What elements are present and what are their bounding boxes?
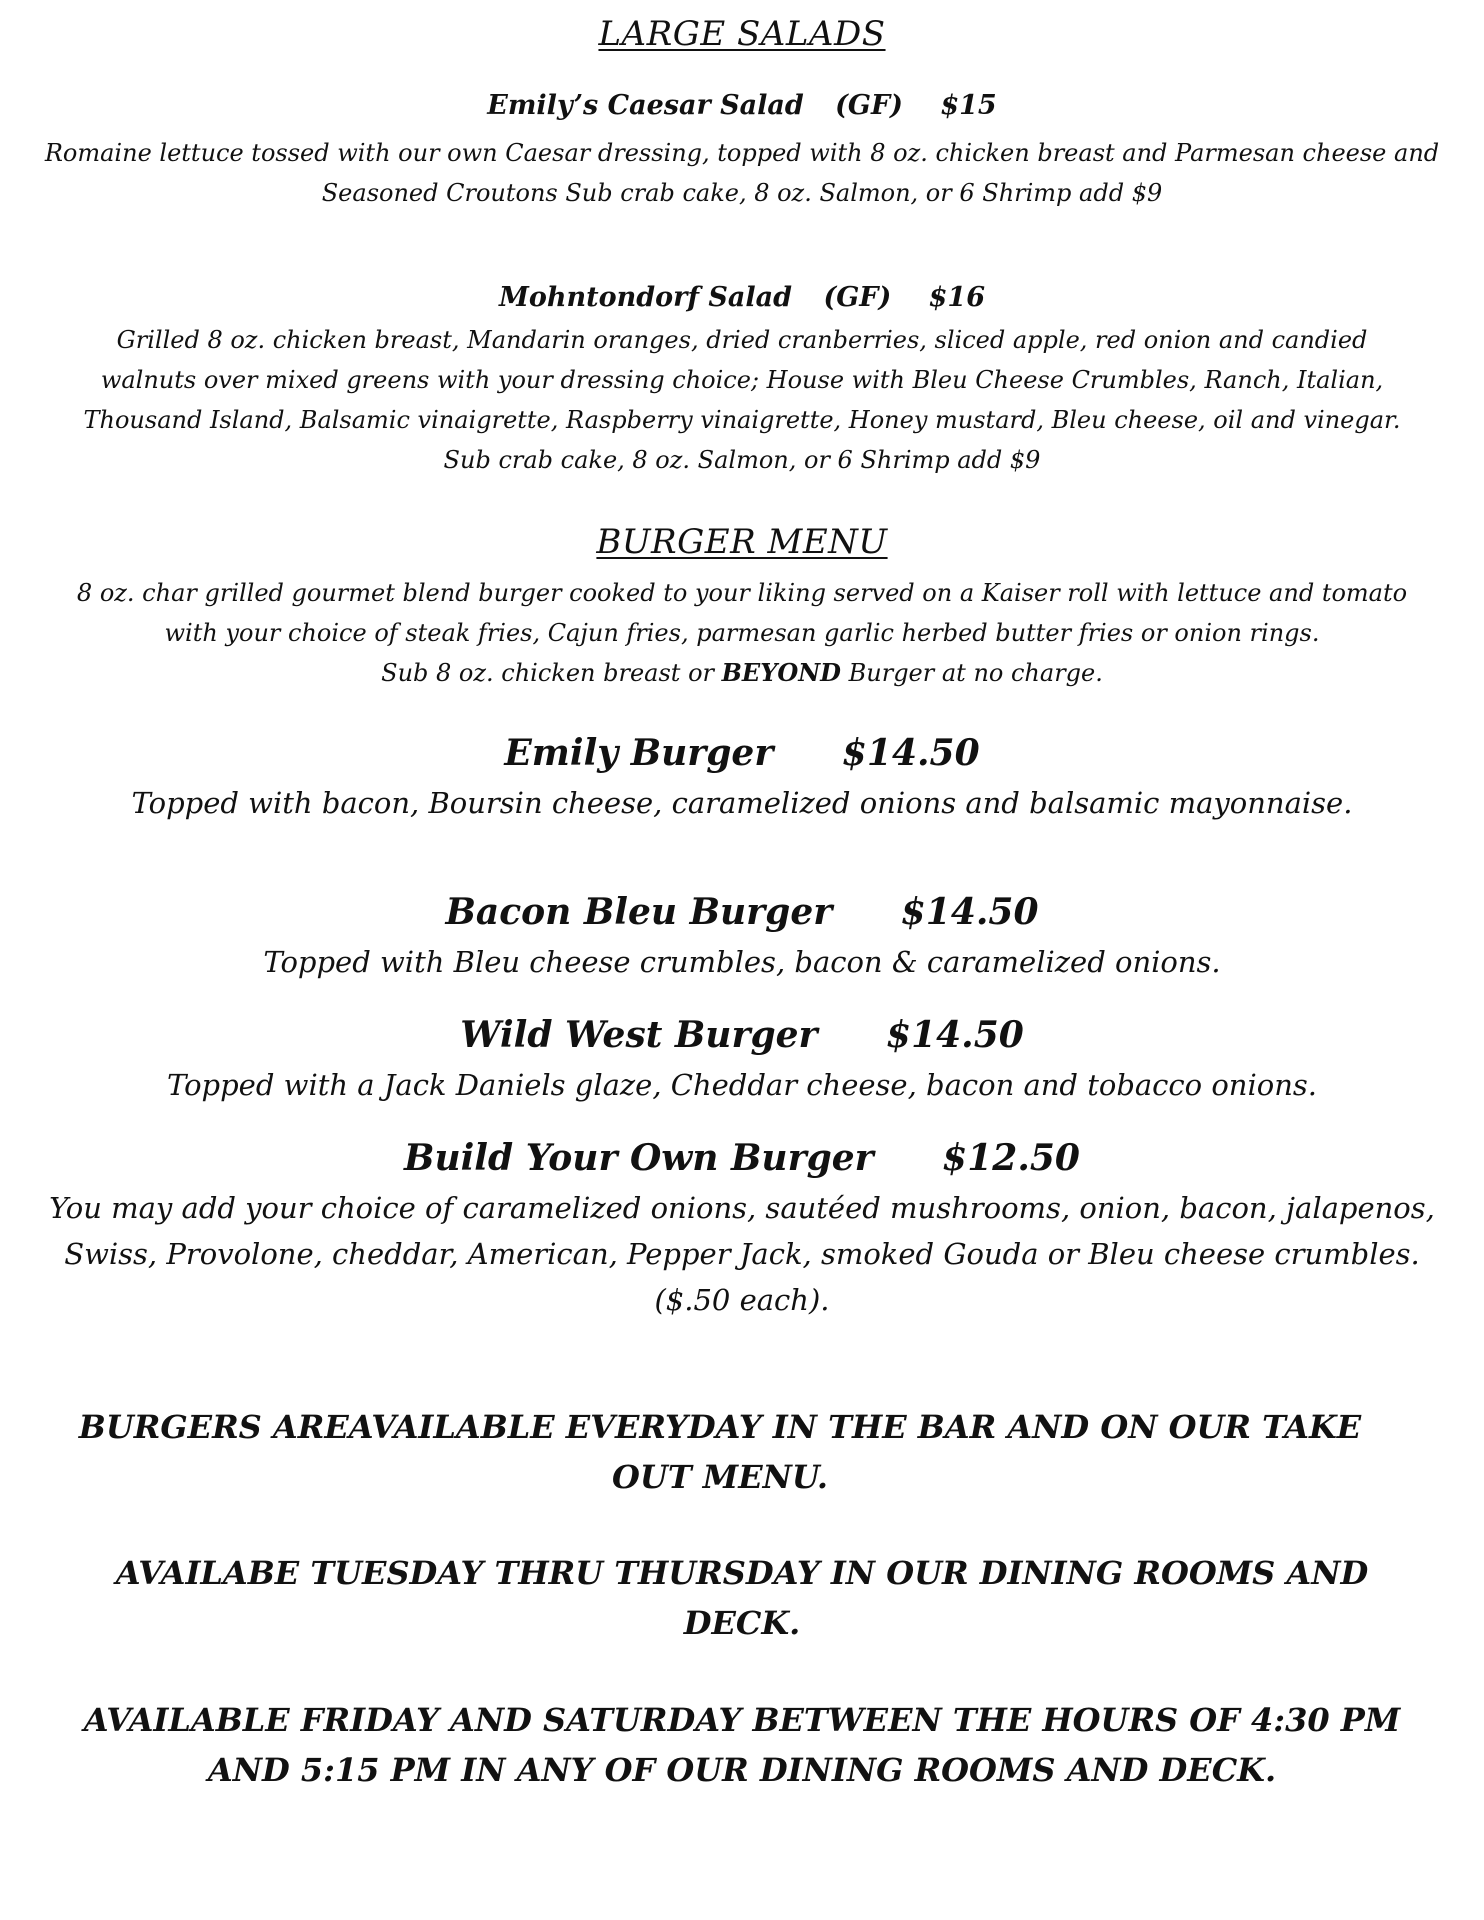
- intro-line: with your choice of steak fries, Cajun fries, parmesan garlic herbed butter fries or onion rings.: [164, 619, 1320, 647]
- description-line: ($.50 each).: [654, 1283, 830, 1317]
- burger-name: Build Your Own Burger: [404, 1137, 874, 1179]
- beyond-label: BEYOND: [721, 658, 841, 687]
- burger-price: $14.50: [886, 1014, 1024, 1056]
- availability-notice: [0, 1548, 1484, 1648]
- burgers-section-title: BURGER MENU: [596, 522, 888, 562]
- salad-item-title: [0, 282, 1484, 313]
- burger-item-title: [0, 1014, 1484, 1056]
- burger-description: [0, 1185, 1484, 1323]
- description-line: Thousand Island, Balsamic vinaigrette, Raspberry vinaigrette, Honey mustard, Bleu cheese, oil and vinegar.: [83, 406, 1401, 434]
- salad-name: Mohntondorf Salad: [499, 282, 793, 313]
- notice-line: AVAILABE TUESDAY THRU THURSDAY IN OUR DINING ROOMS AND: [115, 1554, 1369, 1592]
- description-line: Swiss, Provolone, cheddar, American, Pepper Jack, smoked Gouda or Bleu cheese crumbles.: [64, 1237, 1420, 1271]
- notice-line: OUT MENU.: [612, 1458, 828, 1496]
- description-line: Topped with bacon, Boursin cheese, caramelized onions and balsamic mayonnaise.: [131, 786, 1353, 820]
- burger-item-title: [0, 1137, 1484, 1179]
- burger-intro: [0, 573, 1484, 693]
- description-line: Topped with Bleu cheese crumbles, bacon & caramelized onions.: [263, 945, 1221, 979]
- intro-line: [0, 653, 1484, 693]
- burger-price: $12.50: [942, 1137, 1080, 1179]
- burger-name: Emily Burger: [504, 732, 774, 774]
- salad-name: Emily’s Caesar Salad: [487, 90, 804, 121]
- burger-description: [0, 1062, 1484, 1108]
- salads-section-title: LARGE SALADS: [598, 14, 886, 54]
- intro-line: 8 oz. char grilled gourmet blend burger cooked to your liking served on a Kaiser roll with lettuce and tomato: [76, 579, 1408, 607]
- burger-description: [0, 939, 1484, 985]
- burger-item-title: [0, 732, 1484, 774]
- burger-price: $14.50: [900, 891, 1039, 933]
- salad-item-title: [0, 90, 1484, 121]
- burger-item-title: [0, 891, 1484, 933]
- notice-line: DECK.: [683, 1604, 801, 1642]
- availability-notice: [0, 1402, 1440, 1502]
- intro-text: Sub 8 oz. chicken breast or: [381, 659, 722, 687]
- description-line: You may add your choice of caramelized onions, sautéed mushrooms, onion, bacon, jalapenos,: [49, 1191, 1435, 1225]
- salad-description: [0, 320, 1484, 480]
- description-line: walnuts over mixed greens with your dressing choice; House with Bleu Cheese Crumbles, Ranch, Italian,: [100, 366, 1384, 394]
- notice-line: AND 5:15 PM IN ANY OF OUR DINING ROOMS AND DECK.: [207, 1751, 1277, 1789]
- salad-price: $16: [928, 282, 985, 313]
- description-line: Sub crab cake, 8 oz. Salmon, or 6 Shrimp add $9: [443, 446, 1041, 474]
- availability-notice: [0, 1695, 1484, 1795]
- burger-price: $14.50: [841, 732, 980, 774]
- burger-name: Wild West Burger: [460, 1014, 818, 1056]
- salad-price: $15: [940, 90, 997, 121]
- description-line: Grilled 8 oz. chicken breast, Mandarin oranges, dried cranberries, sliced apple, red onion and candied: [116, 326, 1368, 354]
- description-line: Seasoned Croutons Sub crab cake, 8 oz. Salmon, or 6 Shrimp add $9: [321, 179, 1163, 207]
- notice-line: AVAILABLE FRIDAY AND SATURDAY BETWEEN THE HOURS OF 4:30 PM: [83, 1701, 1401, 1739]
- description-line: Romaine lettuce tossed with our own Caesar dressing, topped with 8 oz. chicken breast and Parmesan cheese and: [44, 139, 1440, 167]
- description-line: Topped with a Jack Daniels glaze, Cheddar cheese, bacon and tobacco onions.: [167, 1068, 1317, 1102]
- gf-tag: (GF): [823, 282, 892, 313]
- salad-description: [0, 133, 1484, 213]
- gf-tag: (GF): [835, 90, 903, 121]
- burger-description: [0, 780, 1484, 826]
- notice-line: BURGERS AREAVAILABLE EVERYDAY IN THE BAR AND ON OUR TAKE: [78, 1408, 1362, 1446]
- burger-name: Bacon Bleu Burger: [445, 891, 833, 933]
- intro-text: Burger at no charge.: [841, 659, 1103, 687]
